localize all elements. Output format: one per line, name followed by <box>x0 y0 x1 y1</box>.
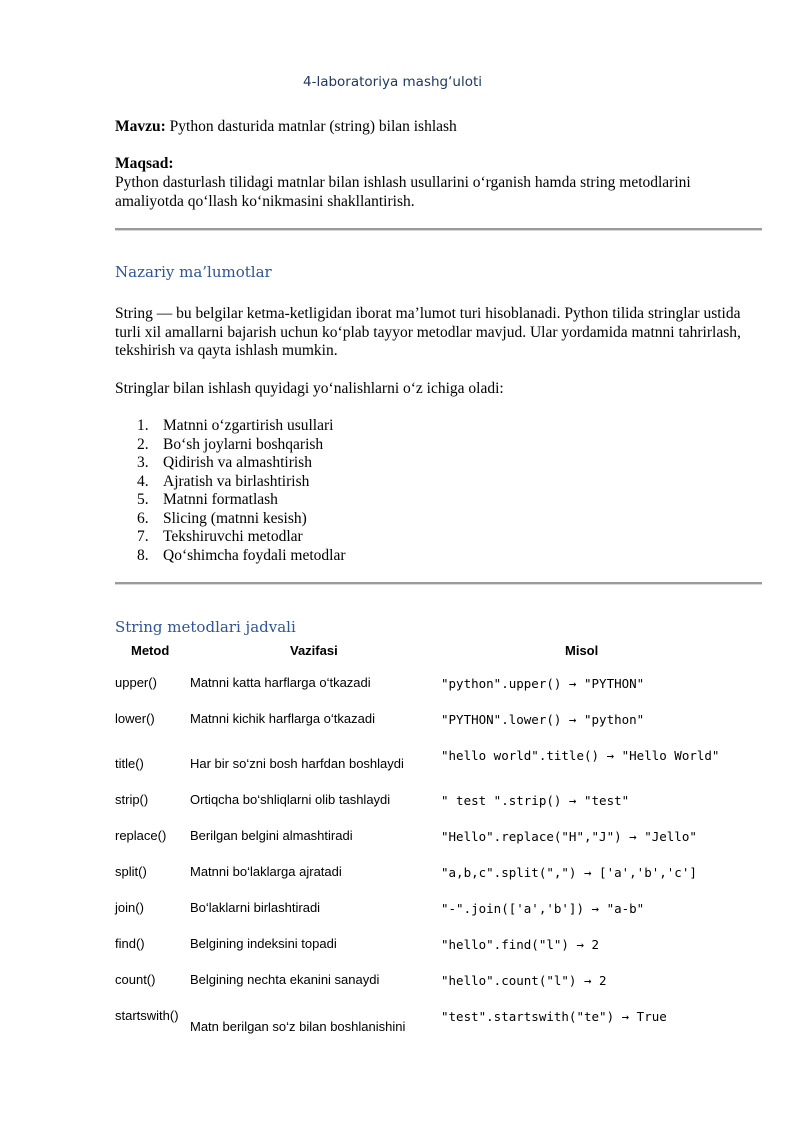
list-text: Slicing (matnni kesish) <box>163 509 307 527</box>
theory-intro: Stringlar bilan ishlash quyidagi yo‘nalishlarni o‘z ichiga oladi: <box>115 380 504 397</box>
list-number: 4. <box>137 472 149 490</box>
method-cell: strip() <box>115 792 149 807</box>
task-cell: Bo‘laklarni birlashtiradi <box>190 900 321 915</box>
method-cell: replace() <box>115 828 167 843</box>
column-header-task: Vazifasi <box>290 643 338 658</box>
task-cell: Har bir so‘zni bosh harfdan boshlaydi <box>190 756 404 771</box>
list-text: Qidirish va almashtirish <box>163 454 312 471</box>
list-number: 1. <box>137 417 149 434</box>
table-row <box>115 819 775 855</box>
method-cell: split() <box>115 864 147 879</box>
task-cell: Matnni kichik harflarga o‘tkazadi <box>190 711 375 726</box>
topic-line <box>115 118 755 137</box>
page-title: 4-laboratoriya mashg‘uloti <box>302 74 483 90</box>
example-cell: "hello".count("l") → 2 <box>441 973 607 988</box>
theory-paragraph: String — bu belgilar ketma-ketligidan iborat ma’lumot turi hisoblanadi. Python tilida stringlar ustida turli xil amallarni bajarish uchun ko‘plab tayyor metodlar mavjud. Ular yordamida matnni tahrirlash, tekshirish va qayta ishlash mumkin. <box>115 305 741 359</box>
method-cell: count() <box>115 972 156 987</box>
table-row <box>115 891 775 927</box>
example-cell: " test ".strip() → "test" <box>441 793 630 808</box>
topic-label: Mavzu: <box>115 118 166 135</box>
divider <box>115 228 762 231</box>
method-cell: lower() <box>115 711 155 726</box>
task-cell: Matnni katta harflarga o‘tkazadi <box>190 675 371 690</box>
method-cell: title() <box>115 756 144 771</box>
task-cell: Berilgan belgini almashtiradi <box>190 828 353 843</box>
list-number: 7. <box>137 528 149 545</box>
table-row <box>115 666 775 702</box>
goal-label: Maqsad: <box>115 155 174 172</box>
topic-text: Python dasturida matnlar (string) bilan ishlash <box>165 118 457 135</box>
method-cell: join() <box>115 900 144 915</box>
example-cell: "-".join(['a','b']) → "a-b" <box>441 901 645 916</box>
divider <box>115 582 762 585</box>
list-number: 2. <box>137 435 149 453</box>
table-row <box>115 855 775 891</box>
table-row <box>115 999 775 1035</box>
method-cell: startswith() <box>115 1008 179 1023</box>
task-cell: Matn berilgan so‘z bilan boshlanishini <box>190 1019 406 1034</box>
list-text: Matnni o‘zgartirish usullari <box>163 417 334 434</box>
table-row <box>115 927 775 963</box>
table-row <box>115 963 775 999</box>
example-cell: "test".startswith("te") → True <box>441 1009 667 1024</box>
method-cell: find() <box>115 936 145 951</box>
task-cell: Belgining nechta ekanini sanaydi <box>190 972 380 987</box>
table-row <box>115 702 775 738</box>
task-cell: Matnni bo‘laklarga ajratadi <box>190 864 342 879</box>
theory-heading: Nazariy ma’lumotlar <box>115 263 272 281</box>
goal-text: Python dasturlash tilidagi matnlar bilan ishlash usullarini o‘rganish hamda string metodlarini amaliyotda qo‘llash ko‘nikmasini shakllantirish. <box>115 174 691 210</box>
method-cell: upper() <box>115 675 157 690</box>
methods-table <box>115 640 775 1035</box>
list-number: 3. <box>137 454 149 471</box>
list-number: 5. <box>137 491 149 508</box>
table-row <box>115 738 775 783</box>
example-cell: "hello world".title() → "Hello World" <box>441 748 720 763</box>
list-number: 6. <box>137 509 149 527</box>
table-header <box>115 640 775 666</box>
column-header-example: Misol <box>565 643 599 658</box>
list-number: 8. <box>137 546 149 564</box>
example-cell: "a,b,c".split(",") → ['a','b','c'] <box>441 865 697 880</box>
example-cell: "hello".find("l") → 2 <box>441 937 600 952</box>
task-cell: Ortiqcha bo‘shliqlarni olib tashlaydi <box>190 792 391 807</box>
table-row <box>115 783 775 819</box>
example-cell: "Hello".replace("H","J") → "Jello" <box>441 829 697 844</box>
example-cell: "python".upper() → "PYTHON" <box>441 676 645 691</box>
list-text: Tekshiruvchi metodlar <box>163 528 303 545</box>
list-text: Ajratish va birlashtirish <box>163 472 310 490</box>
task-cell: Belgining indeksini topadi <box>190 936 337 951</box>
table-heading: String metodlari jadvali <box>115 618 296 636</box>
list-text: Bo‘sh joylarni boshqarish <box>163 435 324 453</box>
list-text: Qo‘shimcha foydali metodlar <box>163 546 346 564</box>
list-text: Matnni formatlash <box>163 491 278 508</box>
column-header-method: Metod <box>131 643 170 658</box>
example-cell: "PYTHON".lower() → "python" <box>441 712 645 727</box>
